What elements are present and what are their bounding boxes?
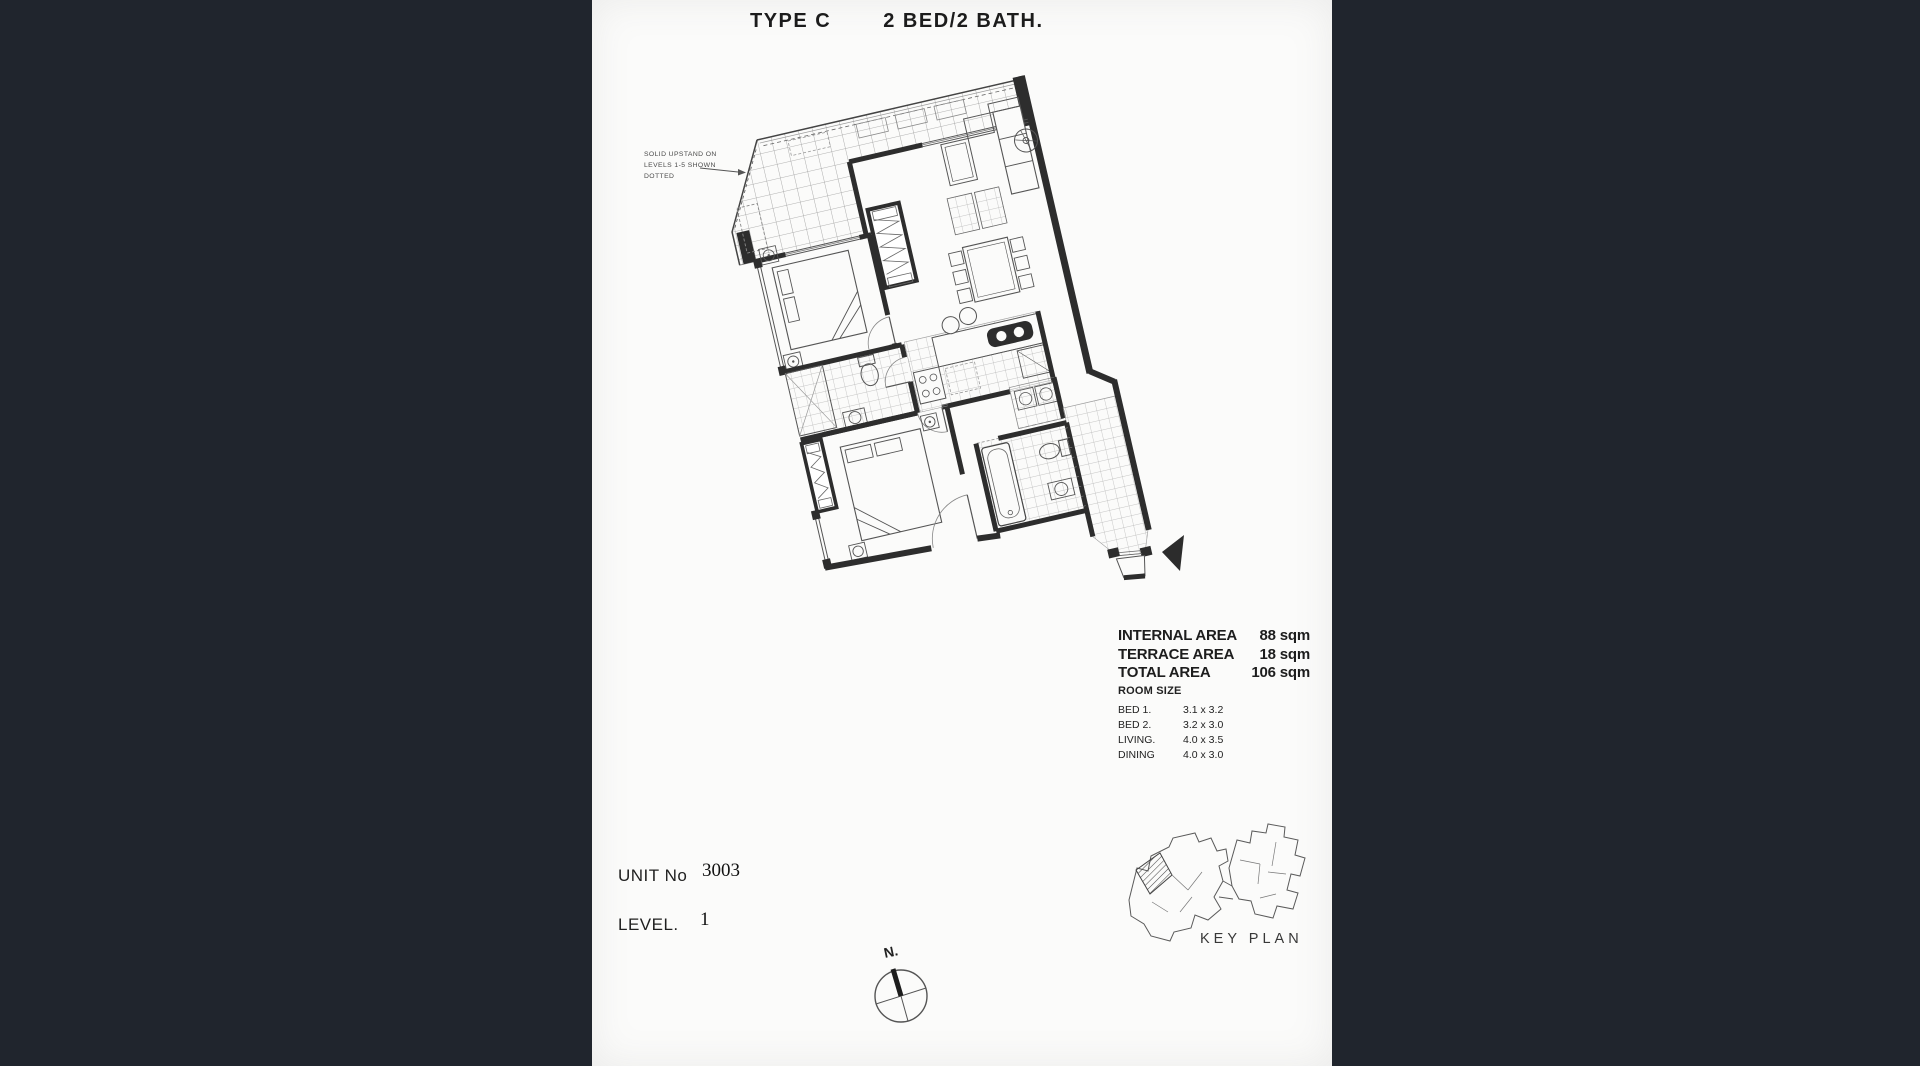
area-value: 18 sqm xyxy=(1259,645,1310,663)
rug xyxy=(947,193,980,235)
room-dimensions: 4.0 x 3.5 xyxy=(1183,734,1224,746)
coffee-table xyxy=(941,138,978,185)
document-page xyxy=(592,0,1332,1066)
room-size-row xyxy=(1118,733,1278,748)
area-row xyxy=(1118,627,1310,646)
area-value: 88 sqm xyxy=(1259,627,1310,644)
level-label: LEVEL. xyxy=(618,915,679,934)
area-label: INTERNAL AREA xyxy=(1118,627,1238,644)
ensuite-bathroom xyxy=(785,345,918,440)
key-plan-label: KEY PLAN xyxy=(1200,931,1303,947)
linen-closet xyxy=(801,439,836,512)
compass-north-label: N. xyxy=(882,942,900,961)
key-plan-diagram xyxy=(1129,824,1305,941)
room-label: DINING xyxy=(1118,749,1155,761)
area-label: TOTAL AREA xyxy=(1118,664,1211,681)
area-row xyxy=(1118,646,1310,665)
room-size-header: ROOM SIZE xyxy=(1118,685,1182,697)
area-value: 106 sqm xyxy=(1251,664,1310,681)
area-label: TERRACE AREA xyxy=(1118,645,1235,663)
room-label: BED 1. xyxy=(1118,704,1152,716)
room-label: BED 2. xyxy=(1118,719,1152,731)
bathroom-2 xyxy=(976,423,1087,532)
area-summary xyxy=(1118,627,1310,683)
room-dimensions: 4.0 x 3.0 xyxy=(1183,749,1224,761)
room-dimensions: 3.2 x 3.0 xyxy=(1183,719,1224,731)
room-dimensions: 3.1 x 3.2 xyxy=(1183,704,1224,716)
stool xyxy=(958,306,978,326)
unit-number-value: 3003 xyxy=(702,860,740,881)
plan-note-line: SOLID UPSTAND ON xyxy=(644,151,717,158)
room-size-table xyxy=(1118,685,1278,763)
room-size-row xyxy=(1118,703,1278,718)
entry-arrow-icon xyxy=(1162,535,1184,571)
bed-1 xyxy=(772,250,867,349)
dining-table xyxy=(948,234,1035,306)
key-plan-highlighted-unit xyxy=(1136,853,1172,894)
bed-2 xyxy=(840,429,941,541)
level-value: 1 xyxy=(700,909,710,930)
plan-note-line: DOTTED xyxy=(644,172,675,180)
floor-plan-drawing xyxy=(592,0,1332,1066)
plan-note-line: LEVELS 1-5 SHOWN xyxy=(644,161,716,169)
plan-layout-label: 2 BED/2 BATH. xyxy=(883,10,1044,32)
plan-type-label: TYPE C xyxy=(750,10,832,32)
note-leader-arrow xyxy=(700,168,746,176)
room-size-row xyxy=(1118,718,1278,733)
room-label: LIVING. xyxy=(1118,734,1156,746)
room-size-row xyxy=(1118,748,1278,763)
wardrobe xyxy=(868,203,917,288)
unit-number-label: UNIT No xyxy=(618,866,688,885)
north-compass-icon xyxy=(875,942,927,1022)
rug xyxy=(974,187,1007,229)
area-row xyxy=(1118,664,1310,683)
